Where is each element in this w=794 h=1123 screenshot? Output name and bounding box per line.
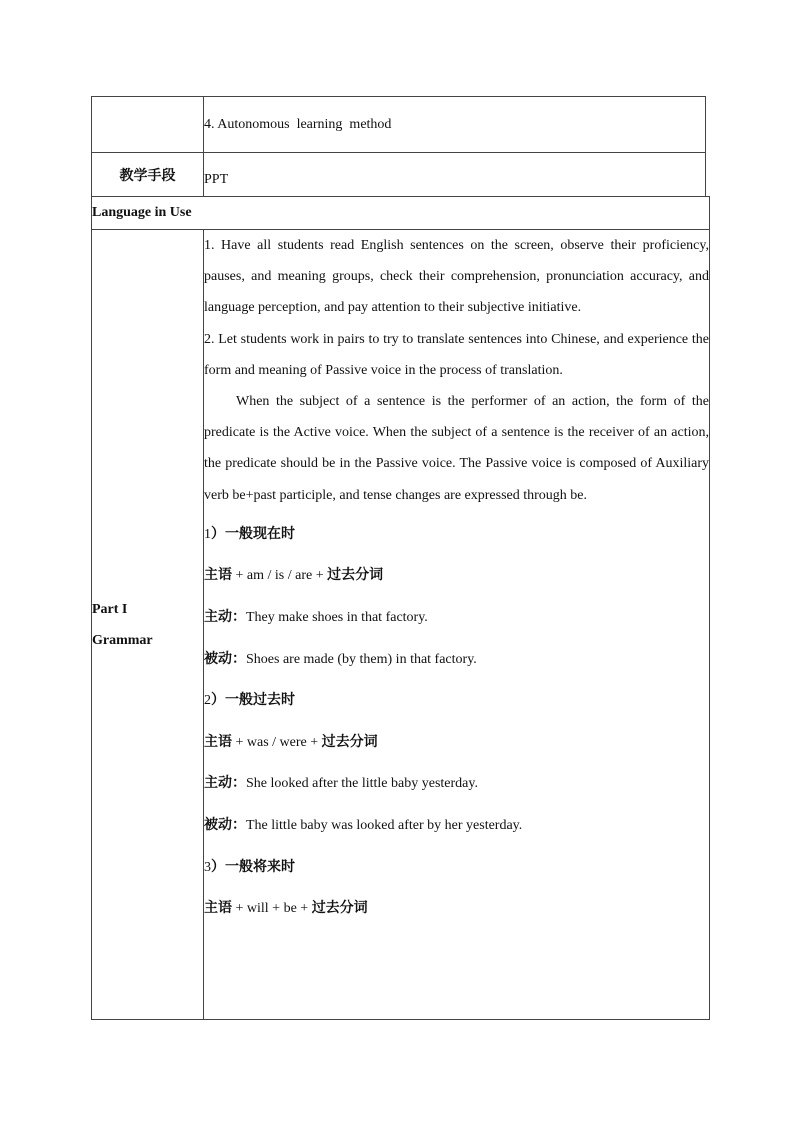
tense-heading-3: 3）一般将来时 bbox=[204, 858, 295, 875]
passive-example-2: 被动：The little baby was looked after by her yesterday. bbox=[204, 816, 523, 833]
tense-heading-2: 2）一般过去时 bbox=[204, 692, 295, 709]
section-title: Language in Use bbox=[92, 197, 710, 230]
formula-3: 主语 + will + be + 过去分词 bbox=[204, 900, 368, 917]
media-value: PPT bbox=[204, 153, 706, 197]
explanation-paragraph: When the subject of a sentence is the performer of an action, the form of the predicate is the Active voice. When the subject of a sentence is the receiver of an action, the predicate should be in the Passive voice. The Passive voice is composed of Auxiliary verb be+past participle, and tense changes are expressed through be. bbox=[204, 394, 709, 503]
active-example-1: 主动：They make shoes in that factory. bbox=[204, 609, 428, 626]
part-label: Part I bbox=[92, 601, 128, 617]
language-in-use-table bbox=[91, 196, 710, 1020]
tense-heading-1: 1）一般现在时 bbox=[204, 525, 295, 542]
method-item: 4. Autonomous learning method bbox=[204, 97, 706, 153]
formula-1: 主语 + am / is / are + 过去分词 bbox=[204, 567, 384, 584]
active-example-2: 主动：She looked after the little baby yesterday. bbox=[204, 775, 478, 792]
formula-2: 主语 + was / were + 过去分词 bbox=[204, 733, 378, 750]
instruction-paragraph-2: 2. Let students work in pairs to try to translate sentences into Chinese, and experience the form and meaning of Passive voice in the process of translation. bbox=[204, 331, 709, 378]
empty-cell bbox=[92, 97, 204, 153]
teaching-info-table bbox=[91, 96, 706, 197]
instruction-paragraph-1: 1. Have all students read English sentences on the screen, observe their proficiency, pauses, and meaning groups, check their comprehension, pronunciation accuracy, and language perception, and pay attention to their subjective initiative. bbox=[204, 238, 709, 316]
media-label: 教学手段 bbox=[92, 153, 204, 197]
part-name: Grammar bbox=[92, 632, 153, 648]
part-label-cell bbox=[92, 230, 204, 1020]
passive-example-1: 被动：Shoes are made (by them) in that factory. bbox=[204, 650, 477, 667]
grammar-content bbox=[204, 230, 710, 1020]
